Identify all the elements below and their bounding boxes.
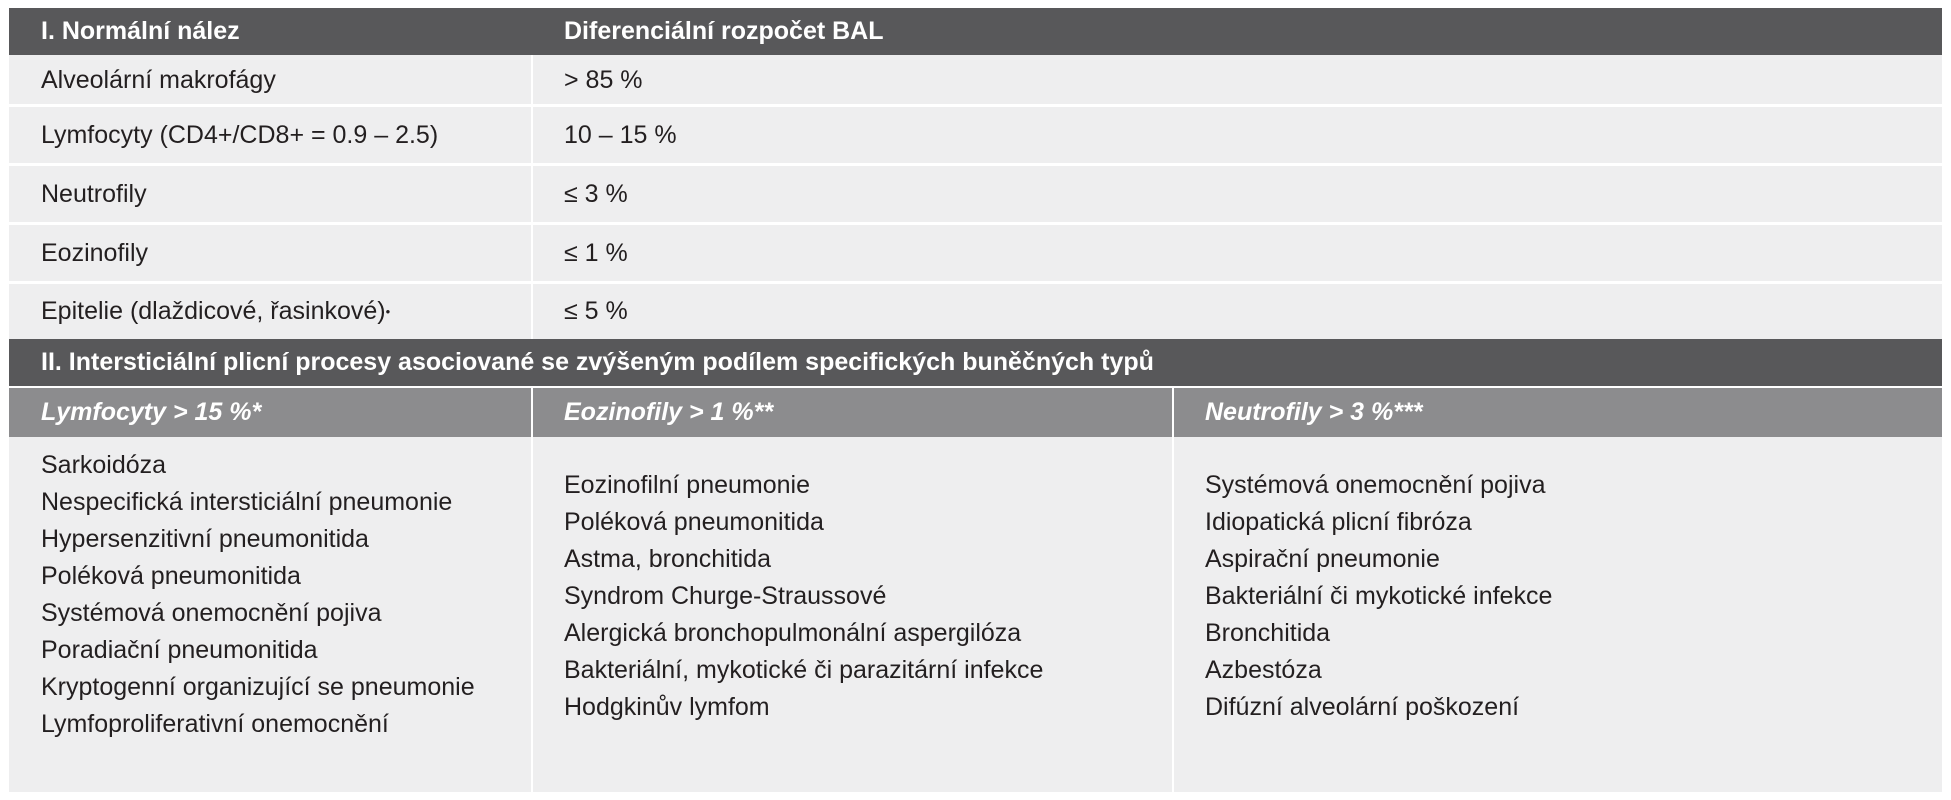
- column-divider: [1172, 437, 1174, 792]
- list-item: Aspirační pneumonie: [1205, 545, 1440, 573]
- row-value: 10 – 15 %: [564, 121, 677, 149]
- list-item: Bakteriální, mykotické či parazitární infekce: [564, 656, 1044, 684]
- list-item: Hypersenzitivní pneumonitida: [41, 525, 369, 553]
- list-item: Hodgkinův lymfom: [564, 693, 770, 721]
- column-divider: [531, 437, 533, 792]
- table-row: [9, 166, 1942, 222]
- row-label: Neutrofily: [41, 179, 147, 208]
- list-item: Bronchitida: [1205, 619, 1331, 647]
- subheader-neutrophils: Neutrofily > 3 %***: [1205, 398, 1423, 426]
- list-item: Difúzní alveolární poškození: [1205, 693, 1520, 721]
- list-item: Bakteriální či mykotické infekce: [1205, 582, 1553, 610]
- list-item: Systémová onemocnění pojiva: [1205, 471, 1546, 499]
- table-row: [9, 284, 1942, 339]
- subheader-lymphocytes: Lymfocyty > 15 %*: [41, 398, 262, 426]
- column-divider: [531, 55, 533, 339]
- section1-header-col1: I. Normální nález: [41, 17, 240, 45]
- section2-header: II. Intersticiální plicní procesy asociované se zvýšeným podílem specifických buněčných typů: [41, 348, 1154, 376]
- list-item: Kryptogenní organizující se pneumonie: [41, 673, 475, 701]
- section1-header-row: [9, 8, 1942, 55]
- list-item: Idiopatická plicní fibróza: [1205, 508, 1472, 536]
- list-item: Sarkoidóza: [41, 451, 167, 479]
- eosinophils-list: [532, 467, 1173, 726]
- list-item: Astma, bronchitida: [564, 545, 772, 573]
- neutrophils-list: [1173, 467, 1942, 726]
- list-item: Lymfoproliferativní onemocnění: [41, 710, 389, 738]
- row-label: Alveolární makrofágy: [41, 65, 276, 94]
- list-item: Syndrom Churge-Straussové: [564, 582, 887, 610]
- table-row: [9, 225, 1942, 281]
- lymphocytes-list: [9, 447, 532, 743]
- list-item: Systémová onemocnění pojiva: [41, 599, 382, 627]
- list-item: Alergická bronchopulmonální aspergilóza: [564, 619, 1022, 647]
- row-value: ≤ 5 %: [564, 297, 628, 325]
- row-label-text: Epitelie (dlaždicové, řasinkové): [41, 297, 386, 325]
- list-item: Azbestóza: [1205, 656, 1322, 684]
- list-item: Eozinofilní pneumonie: [564, 471, 810, 499]
- table-row: [9, 107, 1942, 164]
- row-value: ≤ 3 %: [564, 179, 628, 208]
- list-item: Poléková pneumonitida: [564, 508, 824, 536]
- row-label: Lymfocyty (CD4+/CD8+ = 0.9 – 2.5): [41, 121, 439, 149]
- subheader-eosinophils: Eozinofily > 1 %**: [564, 398, 774, 426]
- section2-header-row: [9, 339, 1942, 386]
- column-divider: [531, 388, 533, 437]
- row-value: ≤ 1 %: [564, 238, 628, 267]
- list-item: Poléková pneumonitida: [41, 562, 301, 590]
- table-row: [9, 55, 1942, 105]
- section2-subheader-row: [9, 388, 1942, 437]
- row-label: Eozinofily: [41, 238, 148, 267]
- section2-lists-row: [9, 437, 1942, 792]
- section1-header-col2: Diferenciální rozpočet BAL: [564, 17, 884, 45]
- bal-differential-table: [9, 8, 1942, 792]
- list-item: Nespecifická intersticiální pneumonie: [41, 488, 453, 516]
- column-divider: [1172, 388, 1174, 437]
- row-label: Epitelie (dlaždicové, řasinkové) •: [41, 297, 391, 325]
- list-item: Poradiační pneumonitida: [41, 636, 318, 664]
- row-value: > 85 %: [564, 65, 643, 94]
